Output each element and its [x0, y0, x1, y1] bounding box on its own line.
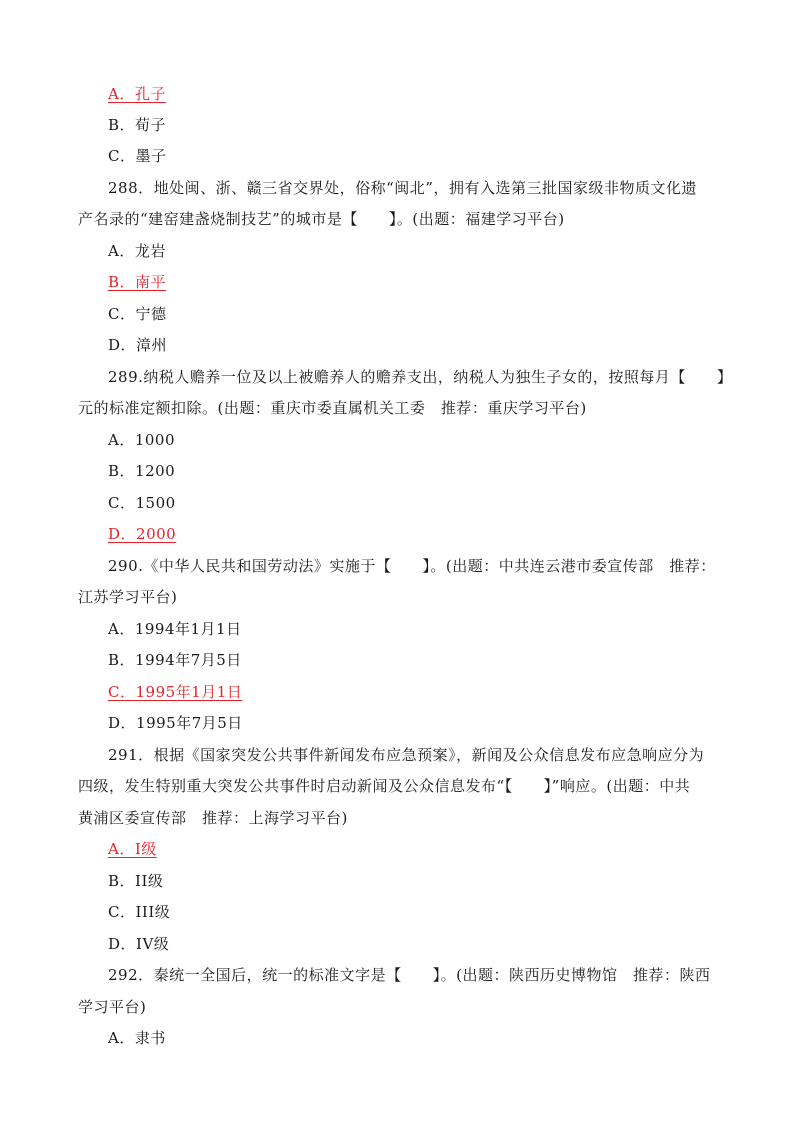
q289-option-a: A．1000 [108, 431, 176, 449]
q289-option-c: C．1500 [108, 494, 176, 512]
q291-option-d: D．IV级 [108, 935, 170, 953]
q290-option-c-answer: C．1995年1月1日 [108, 683, 243, 701]
q288-option-c: C．宁德 [108, 305, 167, 323]
q292-text-line2: 学习平台) [78, 998, 147, 1016]
q288-option-a: A．龙岩 [108, 242, 166, 260]
q291-text-line3: 黄浦区委宣传部 推荐：上海学习平台) [78, 809, 348, 827]
q290-text-line1: 290.《中华人民共和国劳动法》实施于【 】。(出题：中共连云港市委宣传部 推荐： [108, 557, 716, 575]
q288-option-b-answer: B．南平 [108, 273, 167, 291]
q291-option-c: C．III级 [108, 903, 171, 921]
q288-text-line2: 产名录的“建窑建盏烧制技艺”的城市是【 】。(出题：福建学习平台) [78, 210, 565, 228]
q288-text-line1: 288．地处闽、浙、赣三省交界处，俗称“闽北”，拥有入选第三批国家级非物质文化遗 [108, 179, 697, 197]
q291-option-b: B．II级 [108, 872, 164, 890]
q287-option-c: C．墨子 [108, 147, 167, 165]
q292-text-line1: 292．秦统一全国后，统一的标准文字是【 】。(出题：陕西历史博物馆 推荐：陕西 [108, 966, 711, 984]
q291-text-line2: 四级，发生特别重大突发公共事件时启动新闻及公众信息发布“【 】”响应。(出题：中共 [78, 777, 691, 795]
q291-option-a-answer: A．I级 [108, 840, 157, 858]
q290-option-b: B．1994年7月5日 [108, 651, 242, 669]
q289-text-line1: 289.纳税人赡养一位及以上被赡养人的赡养支出，纳税人为独生子女的，按照每月【 】 [108, 368, 733, 386]
q292-option-a: A．隶书 [108, 1029, 166, 1047]
q290-option-a: A．1994年1月1日 [108, 620, 242, 638]
q287-option-b: B．荀子 [108, 116, 167, 134]
q289-text-line2: 元的标准定额扣除。(出题：重庆市委直属机关工委 推荐：重庆学习平台) [78, 399, 587, 417]
q290-option-d: D．1995年7月5日 [108, 714, 243, 732]
q289-option-b: B．1200 [108, 462, 176, 480]
q289-option-d-answer: D．2000 [108, 525, 177, 543]
q288-option-d: D．漳州 [108, 336, 168, 354]
q290-text-line2: 江苏学习平台) [78, 588, 178, 606]
q287-option-a-answer: A．孔子 [108, 85, 166, 103]
q291-text-line1: 291．根据《国家突发公共事件新闻发布应急预案》，新闻及公众信息发布应急响应分为 [108, 746, 705, 764]
